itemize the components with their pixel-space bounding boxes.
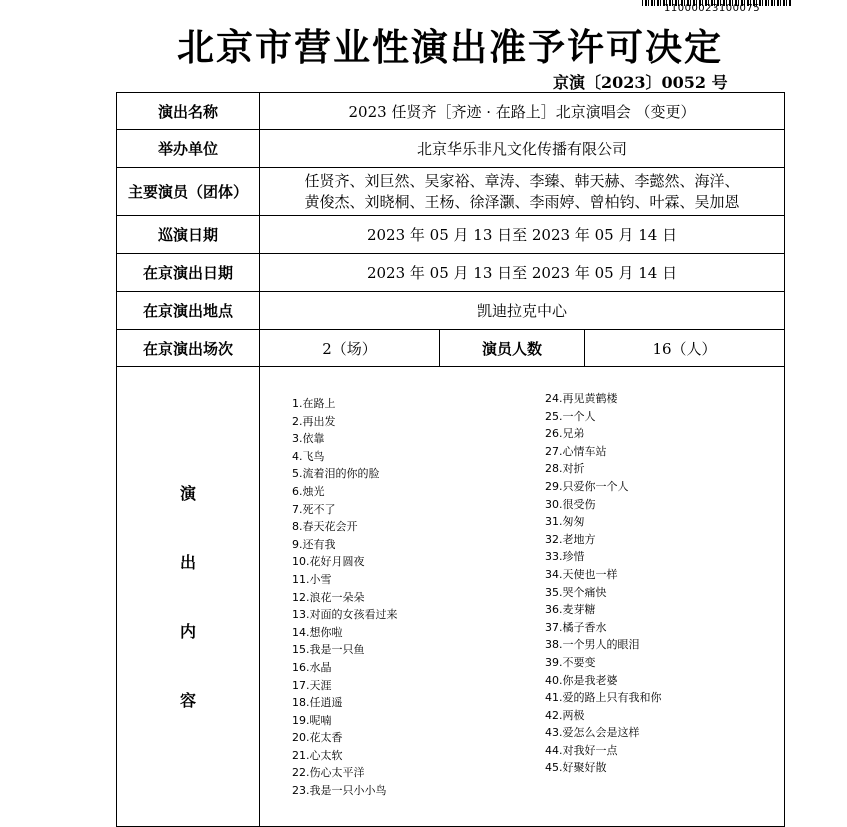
content-label-char: 演 bbox=[179, 483, 196, 503]
song-item: 23.我是一只小小鸟 bbox=[292, 784, 387, 798]
song-item: 11.小雪 bbox=[292, 572, 332, 586]
song-item: 12.浪花一朵朵 bbox=[292, 590, 365, 604]
song-item: 6.烛光 bbox=[292, 484, 325, 498]
song-item: 22.伤心太平洋 bbox=[292, 766, 365, 780]
label-content bbox=[117, 367, 260, 827]
song-item: 32.老地方 bbox=[545, 532, 596, 546]
value-show-name: 2023 任贤齐［齐迹 · 在路上］北京演唱会 （变更） bbox=[260, 93, 785, 130]
song-item: 38.一个男人的眼泪 bbox=[545, 638, 640, 652]
row-content bbox=[117, 367, 785, 827]
song-item: 36.麦芽糖 bbox=[545, 603, 596, 617]
song-item: 5.流着泪的你的脸 bbox=[292, 467, 380, 481]
song-item: 21.心太软 bbox=[292, 748, 343, 762]
row-performers bbox=[117, 168, 785, 216]
performers-line-1: 任贤齐、刘巨然、吴家裕、章涛、李臻、韩天赫、李懿然、海洋、 bbox=[304, 171, 740, 190]
value-performers bbox=[260, 168, 785, 216]
song-item: 35.哭个痛快 bbox=[545, 585, 607, 599]
label-show-name: 演出名称 bbox=[117, 93, 260, 130]
label-actors: 演员人数 bbox=[440, 330, 585, 367]
song-item: 25.一个人 bbox=[545, 409, 596, 423]
song-item: 28.对折 bbox=[545, 462, 585, 476]
song-item: 4.飞鸟 bbox=[292, 449, 325, 463]
song-item: 29.只爱你一个人 bbox=[545, 479, 629, 493]
document-title: 北京市营业性演出准予许可决定 bbox=[177, 26, 723, 69]
song-item: 40.你是我老婆 bbox=[545, 673, 618, 687]
song-item: 33.珍惜 bbox=[545, 550, 585, 564]
song-item: 39.不要变 bbox=[545, 655, 596, 669]
song-item: 14.想你啦 bbox=[292, 625, 343, 639]
song-item: 1.在路上 bbox=[292, 397, 336, 410]
song-item: 41.爱的路上只有我和你 bbox=[545, 691, 662, 705]
performers-line-2: 黄俊杰、刘晓桐、王杨、徐泽灏、李雨婷、曾柏钧、叶霖、吴加恩 bbox=[304, 192, 740, 211]
value-actors: 16（人） bbox=[585, 330, 785, 367]
value-shows: 2（场） bbox=[260, 330, 440, 367]
song-item: 7.死不了 bbox=[292, 502, 336, 516]
content-label-char: 出 bbox=[179, 552, 196, 572]
song-item: 20.花太香 bbox=[292, 731, 343, 745]
song-item: 27.心情车站 bbox=[545, 444, 607, 458]
song-item: 10.花好月圆夜 bbox=[292, 555, 365, 569]
song-column-2 bbox=[545, 390, 662, 777]
song-item: 8.春天花会开 bbox=[292, 520, 358, 534]
song-item: 9.还有我 bbox=[292, 537, 336, 551]
document-number: 京演〔2023〕0052 号 bbox=[553, 73, 728, 92]
song-item: 13.对面的女孩看过来 bbox=[292, 608, 398, 622]
song-item: 44.对我好一点 bbox=[545, 743, 618, 757]
row-beijing-dates bbox=[117, 254, 785, 292]
label-organizer: 举办单位 bbox=[117, 130, 260, 168]
song-item: 19.呢喃 bbox=[292, 713, 332, 727]
row-venue bbox=[117, 292, 785, 330]
song-list bbox=[260, 367, 785, 827]
barcode-number: 11000023100075 bbox=[664, 3, 761, 14]
label-tour-dates: 巡演日期 bbox=[117, 216, 260, 254]
row-show-name bbox=[117, 93, 785, 130]
song-item: 34.天使也一样 bbox=[545, 567, 618, 581]
song-item: 24.再见黄鹤楼 bbox=[545, 392, 618, 405]
row-shows bbox=[117, 330, 785, 367]
value-beijing-dates: 2023 年 05 月 13 日至 2023 年 05 月 14 日 bbox=[260, 254, 785, 292]
label-performers: 主要演员（团体） bbox=[117, 168, 260, 216]
song-item: 42.两极 bbox=[545, 708, 585, 722]
permit-table bbox=[116, 92, 785, 827]
value-organizer: 北京华乐非凡文化传播有限公司 bbox=[260, 130, 785, 168]
content-label-char: 内 bbox=[179, 621, 196, 641]
song-item: 16.水晶 bbox=[292, 660, 332, 674]
song-item: 45.好聚好散 bbox=[545, 761, 607, 775]
value-tour-dates: 2023 年 05 月 13 日至 2023 年 05 月 14 日 bbox=[260, 216, 785, 254]
song-item: 3.依靠 bbox=[292, 432, 325, 446]
song-item: 15.我是一只鱼 bbox=[292, 643, 365, 657]
song-item: 30.很受伤 bbox=[545, 497, 596, 511]
label-venue: 在京演出地点 bbox=[117, 292, 260, 330]
label-beijing-dates: 在京演出日期 bbox=[117, 254, 260, 292]
song-item: 2.再出发 bbox=[292, 414, 336, 428]
row-organizer bbox=[117, 130, 785, 168]
song-column-1 bbox=[292, 395, 398, 800]
song-item: 26.兄弟 bbox=[545, 427, 585, 441]
row-tour-dates bbox=[117, 216, 785, 254]
song-item: 37.橘子香水 bbox=[545, 620, 607, 634]
value-venue: 凯迪拉克中心 bbox=[260, 292, 785, 330]
content-label-char: 容 bbox=[179, 690, 196, 710]
song-item: 18.任逍遥 bbox=[292, 696, 343, 710]
song-item: 17.天涯 bbox=[292, 678, 332, 692]
song-item: 31.匆匆 bbox=[545, 515, 585, 529]
label-shows: 在京演出场次 bbox=[117, 330, 260, 367]
song-item: 43.爱怎么会是这样 bbox=[545, 726, 640, 740]
